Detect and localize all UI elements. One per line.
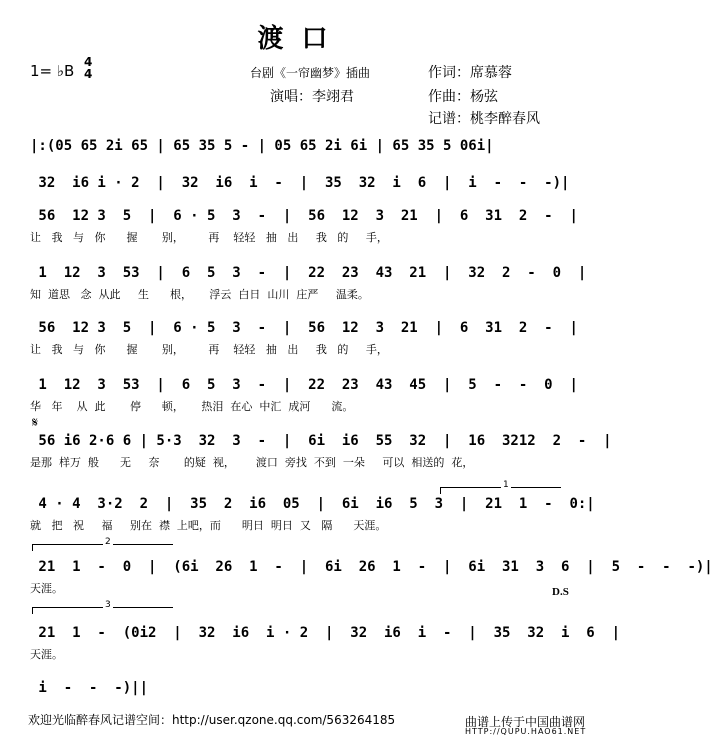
notes-line: 56 12 3 5 | 6 · 5 3 - | 56 12 3 21 | 6 31 2 - |	[30, 208, 578, 224]
notes-line: 4 · 4 3·2 2 | 35 2 i6 05 | 6i i6 5 3 | 21 1 - 0:|	[30, 496, 595, 512]
notes-line: 56 12 3 5 | 6 · 5 3 - | 56 12 3 21 | 6 31 2 - |	[30, 320, 578, 336]
volta-1: 1	[440, 487, 561, 494]
lyrics-line: 知 道思 念 从此 生 根， 浮云 白日 山川 庄严 温柔。	[30, 288, 369, 301]
dal-segno-mark: D.S	[552, 586, 569, 598]
watermark-text: 曲谱上传于中国曲谱网	[465, 715, 586, 729]
lyrics-line: 华 年 从 此 停 顿， 热泪 在心 中汇 成河 流。	[30, 400, 354, 413]
meter-bottom: 4	[84, 67, 93, 81]
notes-line: 1 12 3 53 | 6 5 3 - | 22 23 43 45 | 5 - - 0 |	[30, 377, 578, 393]
notes-line: 21 1 - 0 | (6i 26 1 - | 6i 26 1 - | 6i 31 3 6 | 5 - - -)|	[30, 559, 713, 575]
lyrics-line: 让 我 与 你 握 别， 再 轻轻 抽 出 我 的 手，	[30, 343, 388, 356]
composer-credit: 作曲：杨弦	[428, 89, 498, 105]
segno-sign: 𝄋	[32, 415, 39, 431]
volta-3: 3	[32, 607, 173, 614]
notes-line: |:(05 65 2i 65 | 65 35 5 - | 05 65 2i 6i | 65 35 5 06i|	[30, 138, 494, 154]
volta-2: 2	[32, 544, 173, 551]
time-signature	[84, 56, 92, 80]
lyrics-line: 让 我 与 你 握 别， 再 轻轻 抽 出 我 的 手，	[30, 231, 388, 244]
lyrics-line: 就 把 祝 福 别在 襟 上吧，而 明日 明日 又 隔 天涯。	[30, 519, 387, 532]
notes-line: 1 12 3 53 | 6 5 3 - | 22 23 43 21 | 32 2 - 0 |	[30, 265, 587, 281]
notes-line: 56 i6 2·6 6 | 5·3 32 3 - | 6i i6 55 32 | 16 3212 2 - |	[30, 433, 612, 449]
lyrics-line: 天涯。	[30, 582, 63, 595]
notes-line: 21 1 - (0i2 | 32 i6 i · 2 | 32 i6 i - | 35 32 i 6 |	[30, 625, 621, 641]
lyrics-line: 是那 样万 般 无 奈 的疑 视， 渡口 旁找 不到 一朵 可以 相送的 花，	[30, 456, 474, 469]
notes-line: i - - -)||	[30, 680, 149, 696]
lyrics-line: 天涯。	[30, 648, 63, 661]
meter-top: 4	[84, 55, 93, 69]
song-source: 台剧《一帘幽梦》插曲	[250, 66, 371, 80]
singer-credit: 演唱：李翊君	[270, 89, 354, 105]
transcriber-credit: 记谱：桃李醉春风	[428, 111, 540, 127]
footer-text: 欢迎光临醉春风记谱空间：http://user.qzone.qq.com/563264185	[28, 713, 396, 727]
notes-line: 32 i6 i · 2 | 32 i6 i - | 35 32 i 6 | i - - -)|	[30, 175, 570, 191]
key-signature: 1= ♭B	[30, 62, 75, 80]
lyricist-credit: 作词：席慕蓉	[428, 65, 512, 81]
watermark-url: HTTP://QUPU.HAO61.NET	[465, 727, 587, 736]
song-title: 渡口	[257, 24, 346, 54]
